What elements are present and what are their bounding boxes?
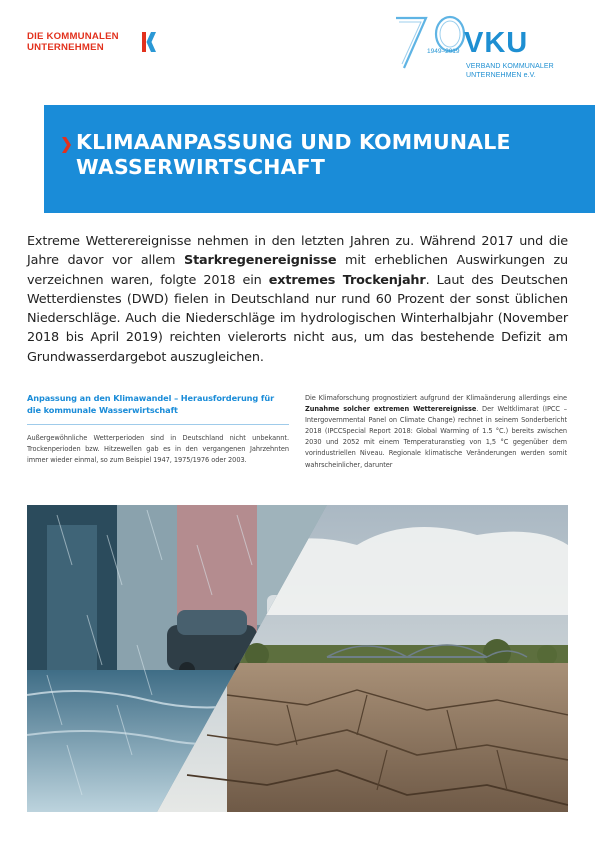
anniversary-70-icon [390,12,470,72]
right-text-2: . Der Weltklimarat (IPCC – Intergovernmental Panel on Climate Change) rechnet in seinem Sonderbericht 2018 (IPCCSpecial Report 2018: Global Warming of 1.5 °C.) bereits zwischen 2030 und 2052 mit einem Temperaturanstieg von 1,5 °C gegenüber dem vorindustriellen Niveau. Regionale klimatische Veränderungen werden somit wahrscheinlicher, darunter [305,405,567,469]
kommunale-unternehmen-logo [27,31,157,57]
vku-logo [390,12,575,102]
page-title [62,130,562,180]
logo-line-2: UNTERNEHMEN [27,42,104,53]
association-name-line-2: UNTERNEHMEN e.V. [466,72,536,79]
logo-line-1: DIE KOMMUNALEN [27,31,119,42]
anniversary-years: 1949–2019 [427,48,460,55]
section-heading: Anpassung an den Klimawandel – Herausforderung für die kommunale Wasserwirtschaft [27,393,275,415]
lead-paragraph [27,232,568,367]
association-name-line-1: VERBAND KOMMUNALER [466,63,554,70]
vku-acronym: VKU [464,27,529,59]
lead-text-1: Extreme Wetterereignisse nehmen in den letzten Jahren zu. Während 2017 und die Jahre davor vor allem [27,234,568,269]
lead-text-2: mit erheblichen Auswirkungen zu verzeichnen waren, folgte 2018 ein [27,253,568,288]
lead-text-3: . Laut des Deutschen Wetterdienstes (DWD) fielen in Deutschland nur rund 60 Prozent der sonst üblichen Niederschläge. Auch die Niederschläge im hydrologischen Winterhalbjahr (November 2018 bis April 2019) reichten vielerorts nicht aus, um das bestehende Defizit am Grundwasserdargebot auszugleichen. [27,272,568,365]
title-banner [0,105,595,213]
k-mark-icon [142,32,157,52]
heading-divider [27,424,289,425]
right-bold-1: Zunahme solcher extremen Wetterereignisse [305,405,477,414]
page-title-line-2: WASSERWIRTSCHAFT [76,155,326,179]
page-title-line-1: KLIMAANPASSUNG UND KOMMUNALE [76,130,511,154]
lead-bold-2: extremes Trockenjahr [268,272,426,288]
left-column-body: Außergewöhnliche Wetterperioden sind in Deutschland nicht unbekannt. Trockenperioden bzw. Hitzewellen gab es in den vergangenen Jahrzehnten immer wieder einmal, so zum Beispiel 1947, 1975/1976 oder 2003. [27,434,289,465]
flood-drought-photo [27,505,568,812]
lead-bold-1: Starkregenereignisse [184,253,337,269]
right-column-body [305,393,567,471]
photo-illustration [27,505,568,812]
right-text-1: Die Klimaforschung prognostiziert aufgrund der Klimaänderung allerdings eine [305,394,567,402]
right-column [305,393,567,471]
left-column [27,393,289,466]
